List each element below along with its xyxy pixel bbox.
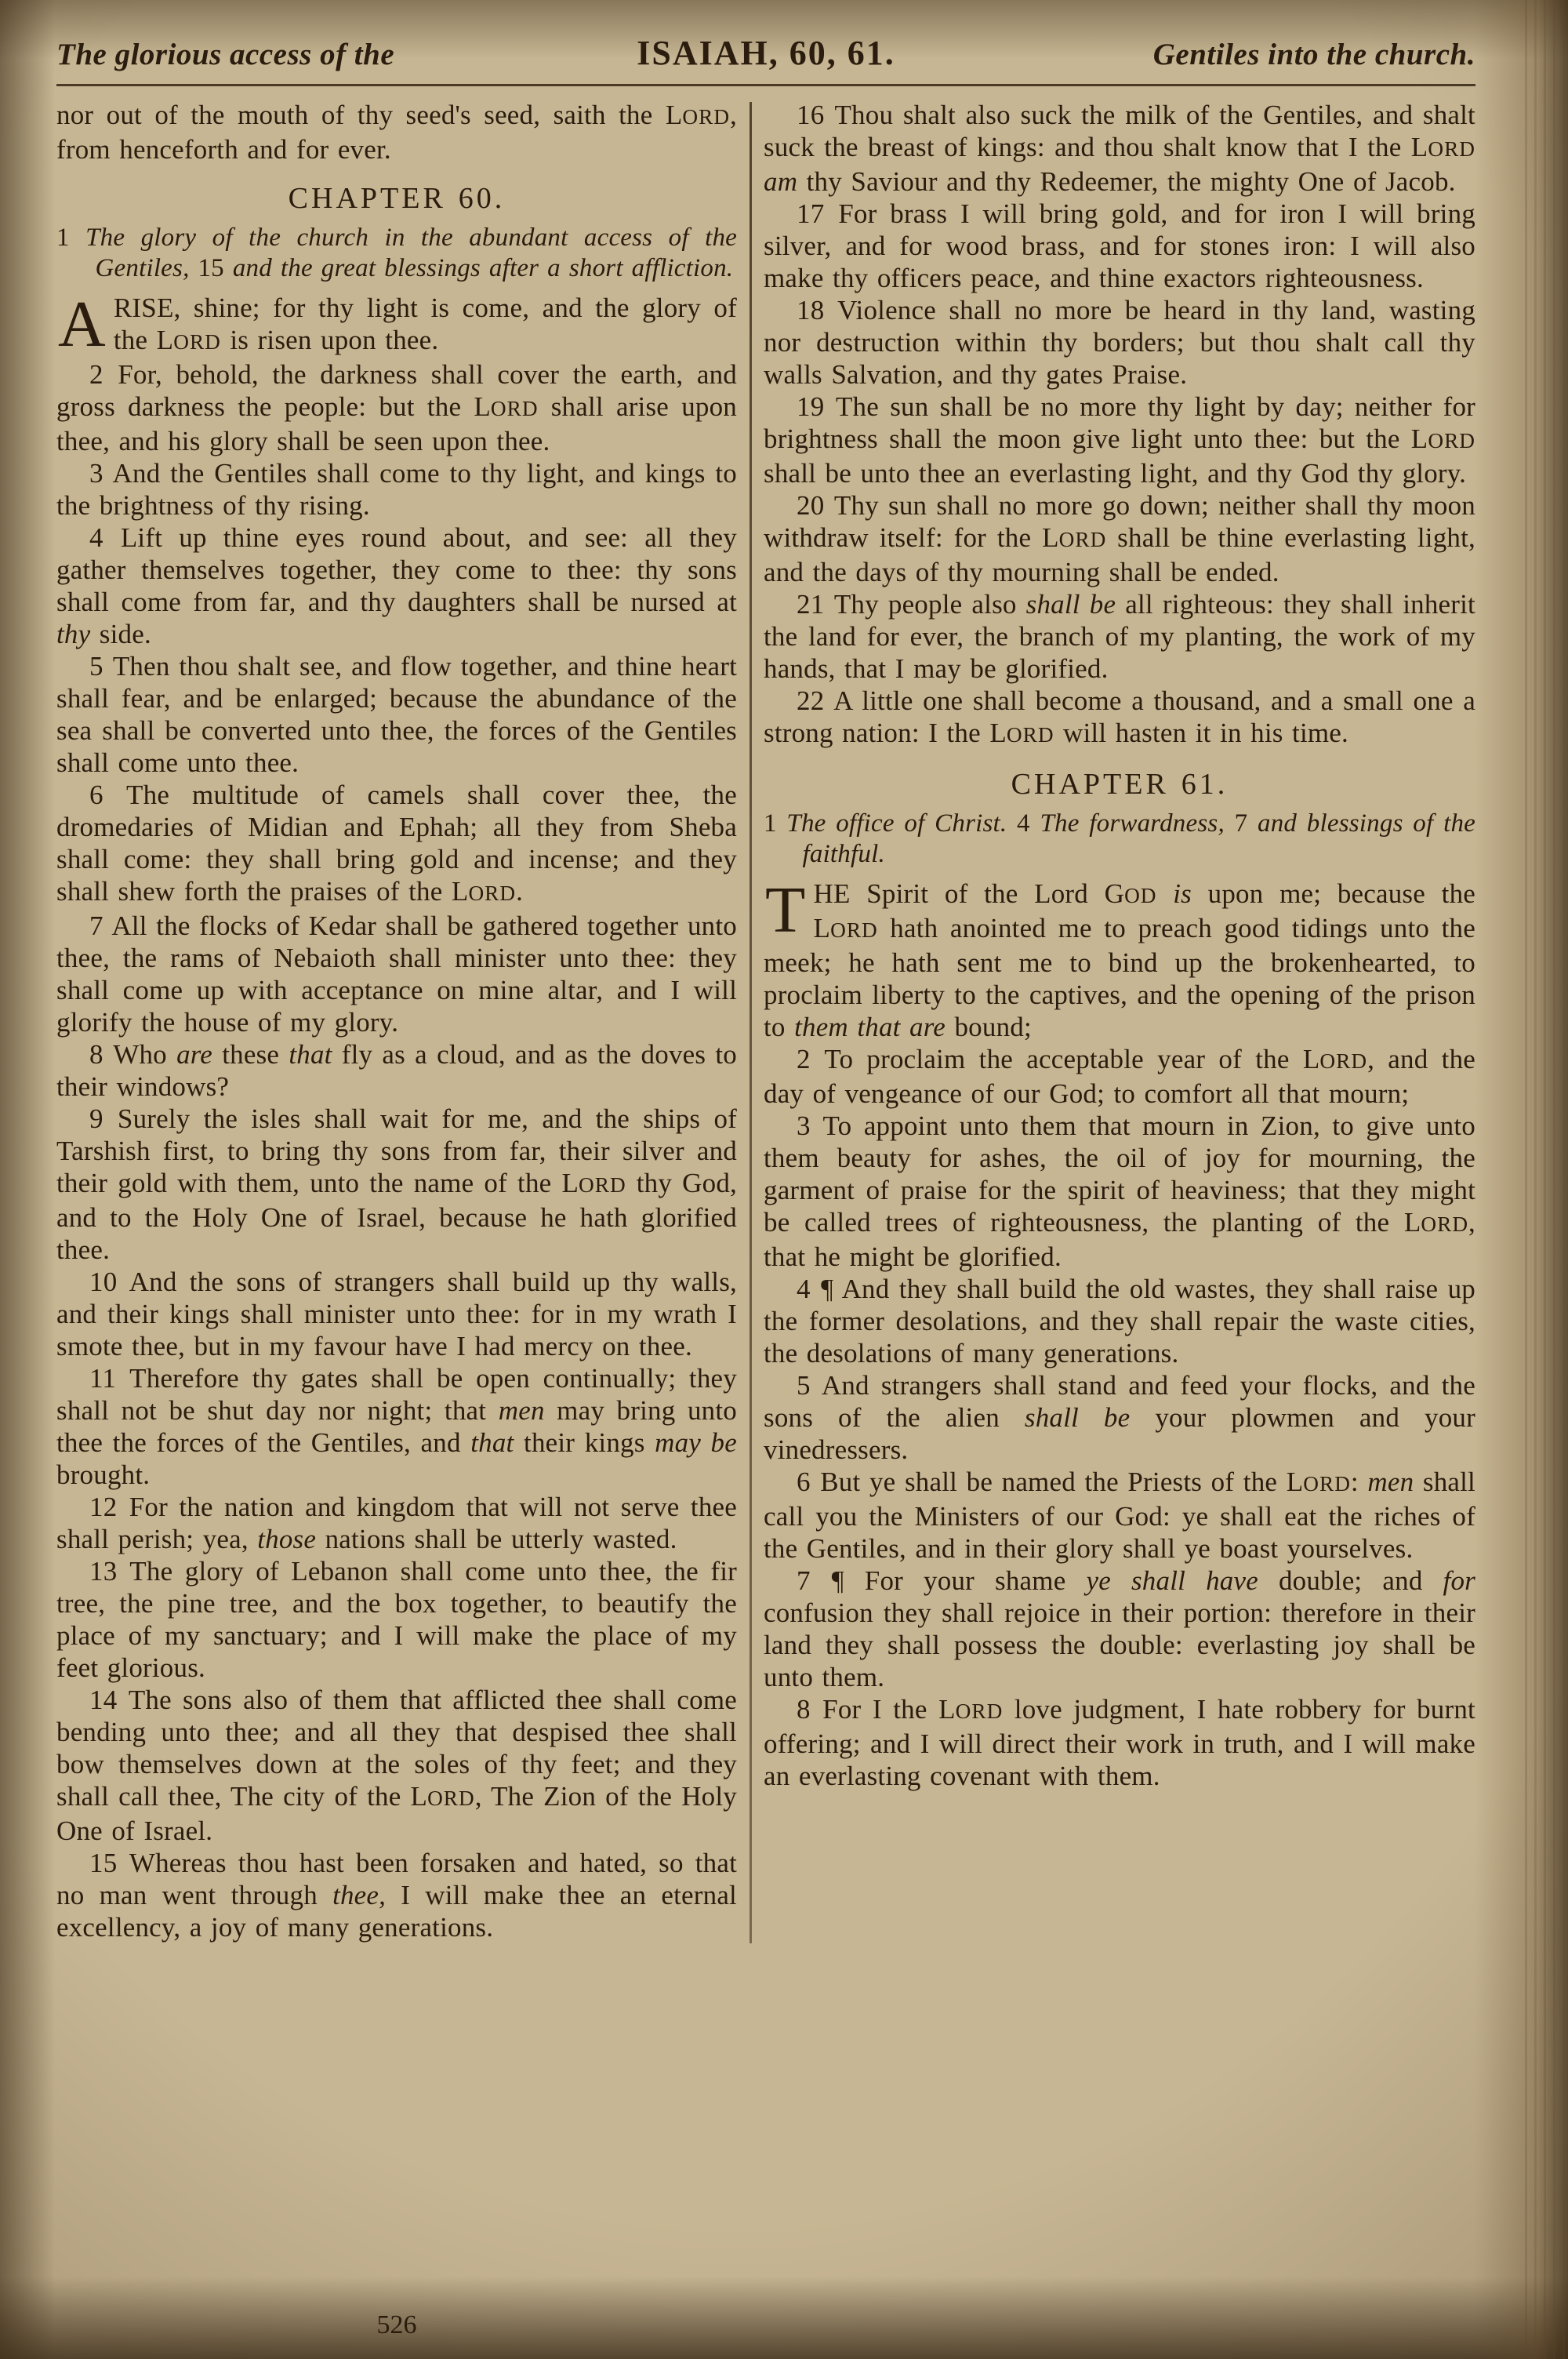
- verse: 21 Thy people also shall be all righteous: they shall inherit the land for ever, the branch of my planting, the work of my hands, that I may be glorified.: [764, 589, 1475, 684]
- verse-number: 13: [89, 1556, 118, 1587]
- verse-number: 16: [797, 100, 825, 130]
- verse-number: 19: [797, 391, 825, 422]
- verse: 8 For I the LORD love judgment, I hate robbery for burnt offering; and I will direct their work in truth, and I will make an everlasting covenant with them.: [764, 1694, 1475, 1791]
- verse-number: 21: [797, 589, 825, 620]
- verse-number: 10: [89, 1267, 118, 1297]
- verse: 7 All the flocks of Kedar shall be gathered together unto thee, the rams of Nebaioth shall minister unto thee: they shall come up with acceptance on mine altar, and I will glorify the house of my glory.: [56, 911, 737, 1038]
- verse: 19 The sun shall be no more thy light by day; neither for brightness shall the moon give light unto thee: but the LORD shall be unto thee an everlasting light, and thy God thy glory.: [764, 391, 1475, 489]
- continuation-paragraph: nor out of the mouth of thy seed's seed, saith the LORD, from henceforth and for ever.: [56, 100, 737, 165]
- column-divider: [750, 102, 752, 1943]
- drop-cap: T: [765, 874, 806, 947]
- page-title: ISAIAH, 60, 61.: [637, 34, 895, 72]
- verse: 13 The glory of Lebanon shall come unto thee, the fir tree, the pine tree, and the box together, to beautify the place of my sanctuary; and I will make the place of my feet glorious.: [56, 1556, 737, 1683]
- verse: ARISE, shine; for thy light is come, and the glory of the LORD is risen upon thee.: [58, 288, 737, 361]
- chapter-heading: CHAPTER 60.: [288, 182, 506, 215]
- verse: 20 Thy sun shall no more go down; neither shall thy moon withdraw itself: for the LORD shall be thine everlasting light, and the days of thy mourning shall be ended.: [764, 490, 1475, 587]
- verse-number: 4: [89, 522, 103, 553]
- verse: 3 And the Gentiles shall come to thy light, and kings to the brightness of thy rising.: [56, 458, 737, 521]
- verse-number: 2: [797, 1044, 811, 1074]
- running-head-left: The glorious access of the: [56, 38, 395, 71]
- verse: 4 Lift up thine eyes round about, and see: all they gather themselves together, they come to thee: thy sons shall come from far, and thy daughters shall be nursed at thy side.: [56, 522, 737, 649]
- verse: 17 For brass I will bring gold, and for iron I will bring silver, and for wood brass, and for stones iron: I will also make thy officers peace, and thine exactors righteousness.: [764, 198, 1475, 293]
- verse-number: 20: [797, 490, 825, 521]
- verse: 16 Thou shalt also suck the milk of the Gentiles, and shalt suck the breast of kings: and thou shalt know that I the LORD am thy Saviour and thy Redeemer, the mighty One of Jacob.: [764, 100, 1475, 197]
- left-column: [56, 99, 737, 1943]
- running-header: [0, 0, 1568, 73]
- verse: 5 And strangers shall stand and feed your flocks, and the sons of the alien shall be your plowmen and your vinedressers.: [764, 1370, 1475, 1465]
- drop-cap: A: [58, 288, 106, 361]
- verse-number: 6: [89, 780, 103, 810]
- verse: 7 ¶ For your shame ye shall have double; and for confusion they shall rejoice in their portion: therefore in their land they shall possess the double: everlasting joy shall be unto them.: [764, 1565, 1475, 1692]
- verse-number: 3: [797, 1110, 811, 1141]
- verse: 10 And the sons of strangers shall build up thy walls, and their kings shall minister unto thee: for in my wrath I smote thee, but in my favour have I had mercy on thee.: [56, 1267, 737, 1361]
- verse-number: 7: [89, 911, 103, 941]
- verse: THE Spirit of the Lord GOD is upon me; because the LORD hath anointed me to preach good tidings unto the meek; he hath sent me to bind up the brokenhearted, to proclaim liberty to the captives, and the opening of the prison to them that are bound;: [764, 874, 1475, 1042]
- verse-number: 8: [797, 1694, 811, 1725]
- chapter-heading: CHAPTER 61.: [1011, 768, 1229, 801]
- verse-number: 11: [89, 1363, 117, 1394]
- verse: 5 Then thou shalt see, and flow together, and thine heart shall fear, and be enlarged; because the abundance of the sea shall be converted unto thee, the forces of the Gentiles shall come unto thee.: [56, 651, 737, 778]
- verse: 22 A little one shall become a thousand, and a small one a strong nation: I the LORD will hasten it in his time.: [764, 685, 1475, 748]
- verse-number: 12: [89, 1492, 118, 1522]
- verse-number: 3: [89, 458, 103, 489]
- verse: 2 To proclaim the acceptable year of the LORD, and the day of vengeance of our God; to comfort all that mourn;: [764, 1044, 1475, 1109]
- verse: 18 Violence shall no more be heard in thy land, wasting nor destruction within thy borders; but thou shalt call thy walls Salvation, and thy gates Praise.: [764, 295, 1475, 390]
- chapter-summary: 1 The glory of the church in the abundant access of the Gentiles, 15 and the great blessings after a short affliction.: [56, 224, 737, 282]
- verse: 4 ¶ And they shall build the old wastes, they shall raise up the former desolations, and they shall repair the waste cities, the desolations of many generations.: [764, 1274, 1475, 1369]
- verse-number: 8: [89, 1039, 103, 1070]
- verse: 6 The multitude of camels shall cover thee, the dromedaries of Midian and Ephah; all they from Sheba shall come: they shall bring gold and incense; and they shall shew forth the praises of the LORD.: [56, 780, 737, 907]
- running-head-right: Gentiles into the church.: [1152, 38, 1475, 71]
- verse-number: 14: [89, 1685, 118, 1715]
- verse-number: 17: [797, 198, 825, 229]
- verse: 3 To appoint unto them that mourn in Zion, to give unto them beauty for ashes, the oil of joy for mourning, the garment of praise for the spirit of heaviness; that they might be called trees of righteousness, the planting of the LORD, that he might be glorified.: [764, 1110, 1475, 1272]
- verse-number: 2: [89, 359, 103, 390]
- verse-number: 18: [797, 295, 825, 325]
- verse-number: 22: [797, 685, 825, 716]
- verse: 12 For the nation and kingdom that will not serve thee shall perish; yea, those nations shall be utterly wasted.: [56, 1492, 737, 1554]
- chapter-summary: 1 The office of Christ. 4 The forwardness, 7 and blessings of the faithful.: [764, 809, 1475, 868]
- verse-number: 5: [797, 1370, 811, 1401]
- verse: 11 Therefore thy gates shall be open continually; they shall not be shut day nor night; that men may bring unto thee the forces of the Gentiles, and that their kings may be brought.: [56, 1363, 737, 1490]
- verse-number: 5: [89, 651, 103, 682]
- verse: 8 Who are these that fly as a cloud, and as the doves to their windows?: [56, 1039, 738, 1102]
- right-column: [764, 99, 1475, 1943]
- page-number: 526: [376, 2310, 417, 2339]
- verse: 15 Whereas thou hast been forsaken and hated, so that no man went through thee, I will make thee an eternal excellency, a joy of many generations.: [56, 1848, 737, 1943]
- verse-number: 4: [797, 1274, 811, 1304]
- verse: 14 The sons also of them that afflicted thee shall come bending unto thee; and all they that despised thee shall bow themselves down at the soles of thy feet; and they shall call thee, The city of the LORD, The Zion of the Holy One of Israel.: [56, 1685, 737, 1846]
- verse-number: 9: [89, 1103, 103, 1134]
- verse-number: 6: [797, 1467, 811, 1497]
- verse: 6 But ye shall be named the Priests of the LORD: men shall call you the Ministers of our God: ye shall eat the riches of the Gentiles, and in their glory shall ye boast yourselves.: [764, 1467, 1475, 1564]
- verse-number: 15: [89, 1848, 118, 1878]
- verse-number: 7: [797, 1565, 811, 1596]
- verse: 9 Surely the isles shall wait for me, and the ships of Tarshish first, to bring thy sons from far, their silver and their gold with them, unto the name of the LORD thy God, and to the Holy One of Israel, because he hath glorified thee.: [56, 1103, 737, 1265]
- verse: 2 For, behold, the darkness shall cover the earth, and gross darkness the people: but the LORD shall arise upon thee, and his glory shall be seen upon thee.: [56, 359, 737, 456]
- page-content: [0, 86, 1568, 1975]
